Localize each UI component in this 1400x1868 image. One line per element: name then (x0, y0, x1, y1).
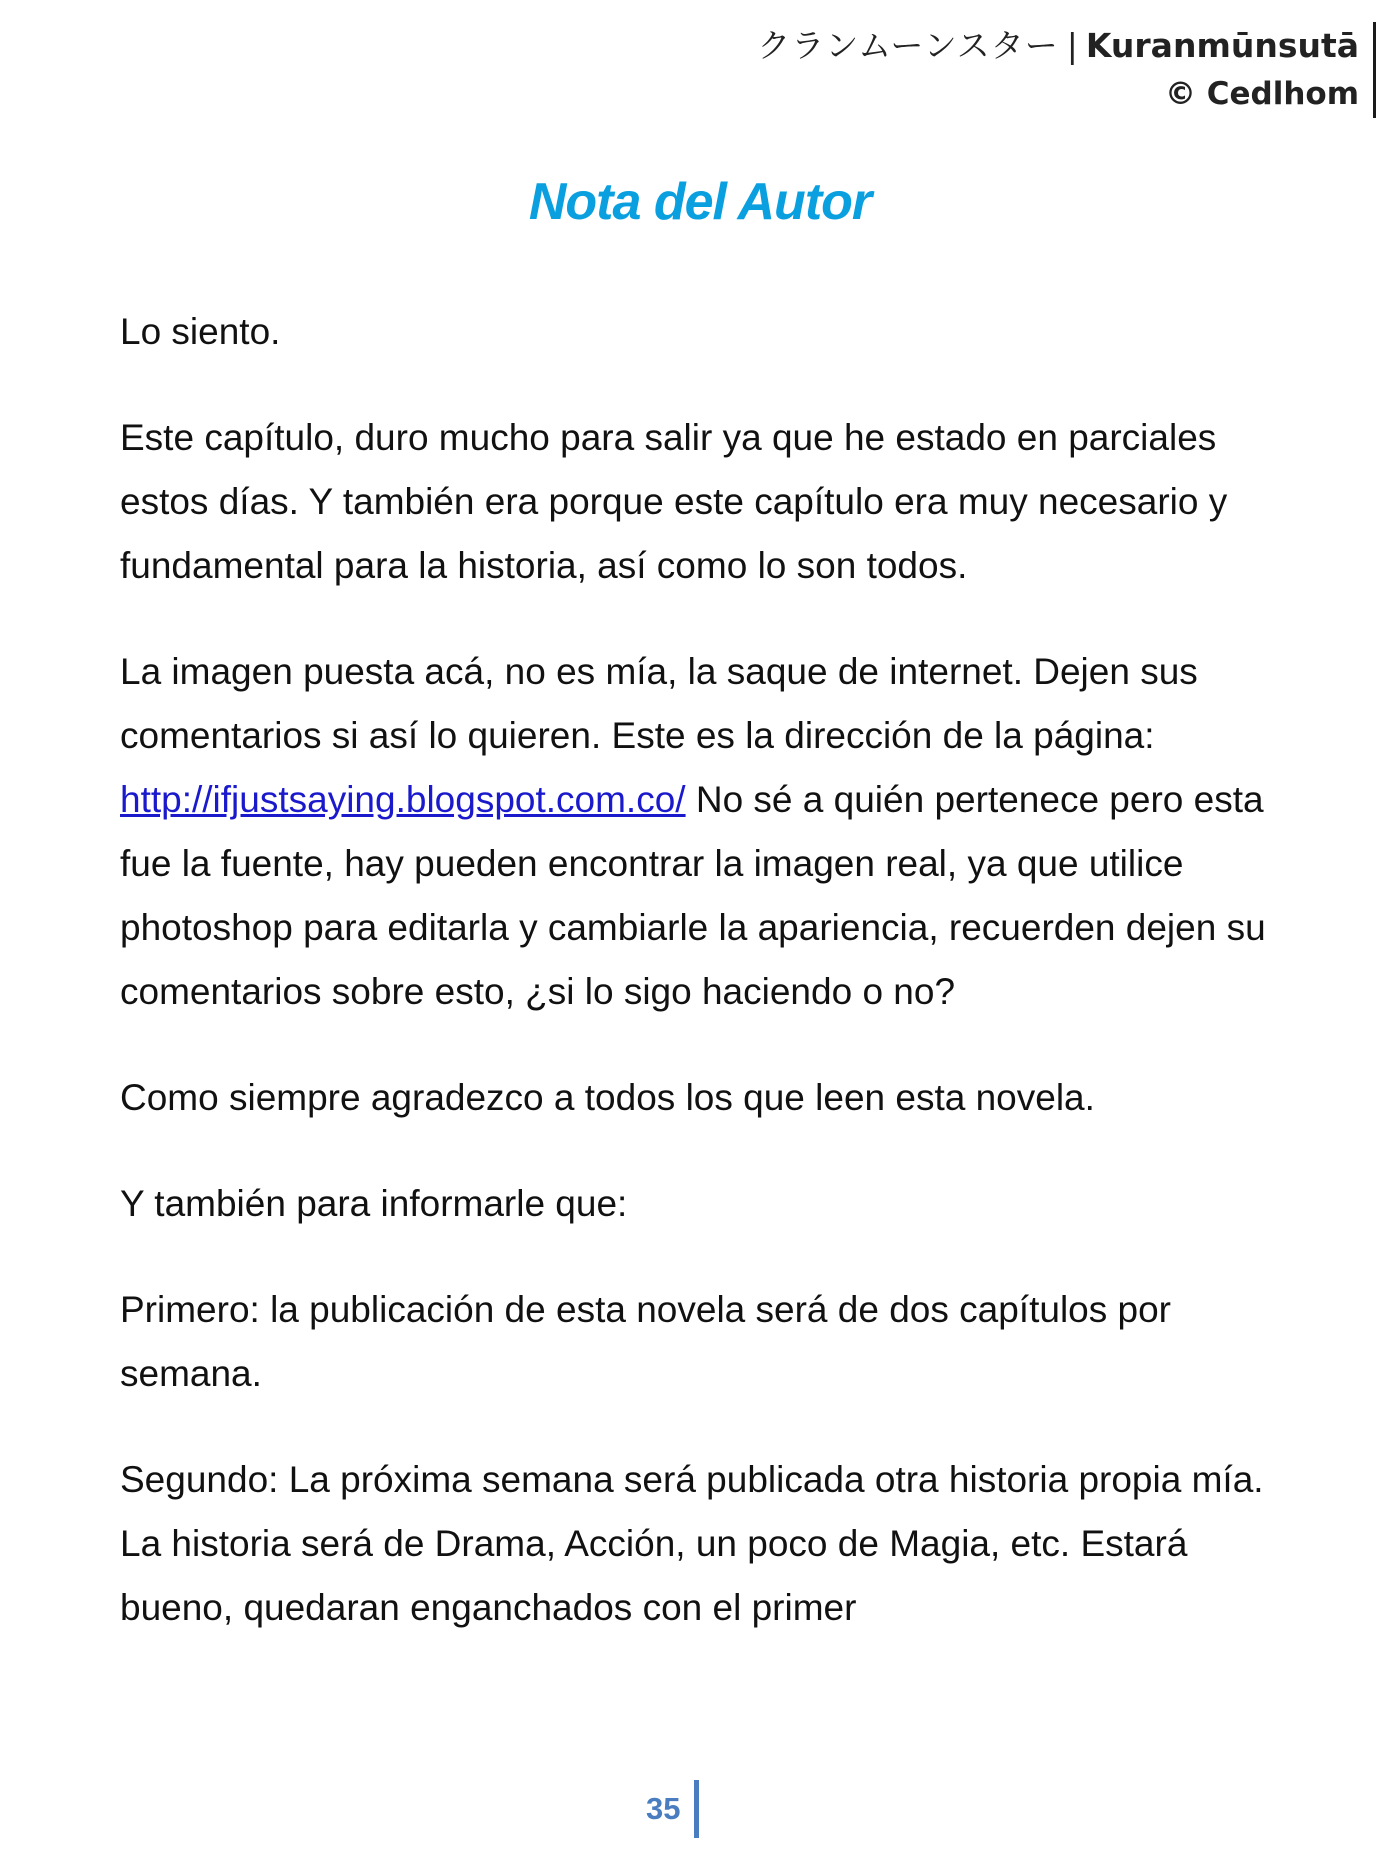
paragraph-thanks: Como siempre agradezco a todos los que leen esta novela. (120, 1077, 1095, 1118)
header-title-line (757, 22, 1359, 70)
header-copyright: © Cedlhom (1164, 76, 1359, 112)
page-title: Nota del Autor (528, 173, 872, 231)
paragraph-chapter-delay: Este capítulo, duro mucho para salir ya que he estado en parciales estos días. Y también era porque este capítulo era muy necesario y fundamental para la historia, así como lo son todos. (120, 417, 1228, 586)
document-body (120, 300, 1300, 1682)
header-japanese-title: クランムーンスター (757, 26, 1059, 65)
page-header (757, 22, 1376, 118)
image-source-text-end: No sé a quién pertenece pero esta fue la fuente, hay pueden encontrar la imagen real, ya que utilice photoshop para editarla y cambiarle la apariencia, recuerden dejen su comentarios sobre esto, ¿si lo sigo haciendo o no? (120, 779, 1266, 1012)
source-link[interactable]: http://ifjustsaying.blogspot.com.co/ (120, 779, 686, 820)
image-source-text-start: La imagen puesta acá, no es mía, la saque de internet. Dejen sus comentarios si así lo quieren. Este es la dirección de la página: (120, 651, 1198, 756)
header-separator: | (1066, 26, 1078, 65)
paragraph-image-source (120, 640, 1300, 1024)
paragraph-second-point: Segundo: La próxima semana será publicada otra historia propia mía. La historia será de Drama, Acción, un poco de Magia, etc. Estará bueno, quedaran enganchados con el primer (120, 1459, 1264, 1628)
paragraph-inform: Y también para informarle que: (120, 1183, 628, 1224)
header-romanized-title: Kuranmūnsutā (1085, 26, 1359, 65)
paragraph-apology: Lo siento. (120, 311, 281, 352)
paragraph-first-point: Primero: la publicación de esta novela será de dos capítulos por semana. (120, 1289, 1171, 1394)
page-number: 35 (646, 1780, 699, 1838)
